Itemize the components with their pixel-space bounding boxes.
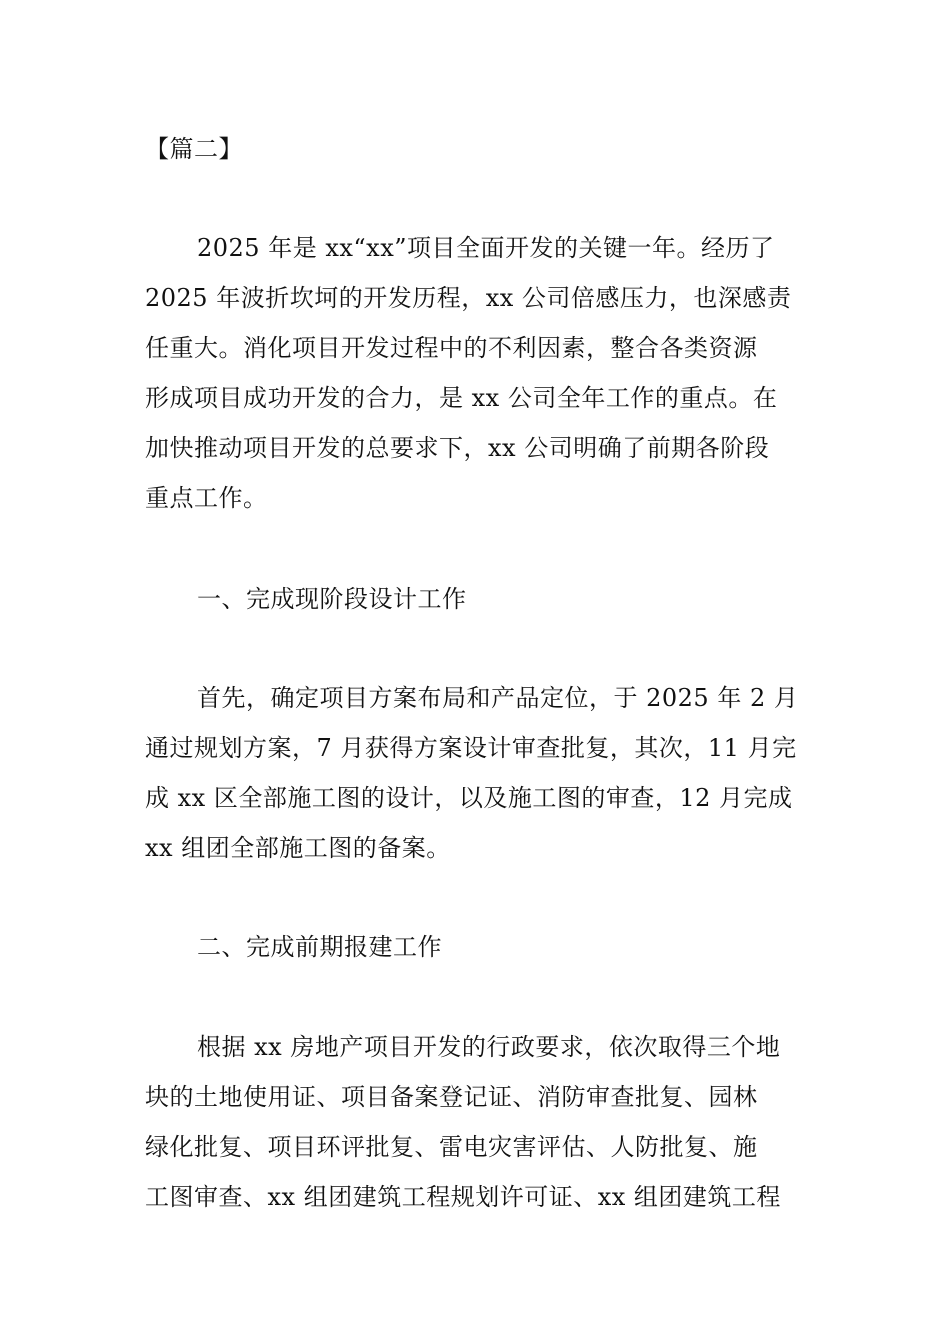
paragraph-3-line-1: 根据 xx 房地产项目开发的行政要求，依次取得三个地 [197, 1033, 781, 1061]
paragraph-1-line-4: 形成项目成功开发的合力，是 xx 公司全年工作的重点。在 [145, 384, 778, 412]
paragraph-2-line-1: 首先，确定项目方案布局和产品定位，于 2025 年 2 月 [197, 684, 799, 712]
section-heading-2: 二、完成前期报建工作 [197, 933, 442, 961]
paragraph-1-line-3: 任重大。消化项目开发过程中的不利因素，整合各类资源 [145, 334, 758, 362]
paragraph-3-line-4: 工图审查、xx 组团建筑工程规划许可证、xx 组团建筑工程 [145, 1183, 781, 1211]
paragraph-3-line-2: 块的土地使用证、项目备案登记证、消防审查批复、园林 [145, 1083, 758, 1111]
paragraph-2-line-4: xx 组团全部施工图的备案。 [145, 834, 451, 862]
paragraph-2-line-2: 通过规划方案，7 月获得方案设计审查批复，其次，11 月完 [145, 734, 797, 762]
section-heading-1: 一、完成现阶段设计工作 [197, 585, 467, 613]
section-tag: 【篇二】 [145, 135, 243, 163]
paragraph-3-line-3: 绿化批复、项目环评批复、雷电灾害评估、人防批复、施 [145, 1133, 758, 1161]
paragraph-1-line-5: 加快推动项目开发的总要求下，xx 公司明确了前期各阶段 [145, 434, 770, 462]
paragraph-1-line-2: 2025 年波折坎坷的开发历程，xx 公司倍感压力，也深感责 [145, 284, 792, 312]
paragraph-1-line-1: 2025 年是 xx“xx”项目全面开发的关键一年。经历了 [197, 234, 775, 262]
paragraph-2-line-3: 成 xx 区全部施工图的设计，以及施工图的审查，12 月完成 [145, 784, 793, 812]
paragraph-1-line-6: 重点工作。 [145, 484, 268, 512]
